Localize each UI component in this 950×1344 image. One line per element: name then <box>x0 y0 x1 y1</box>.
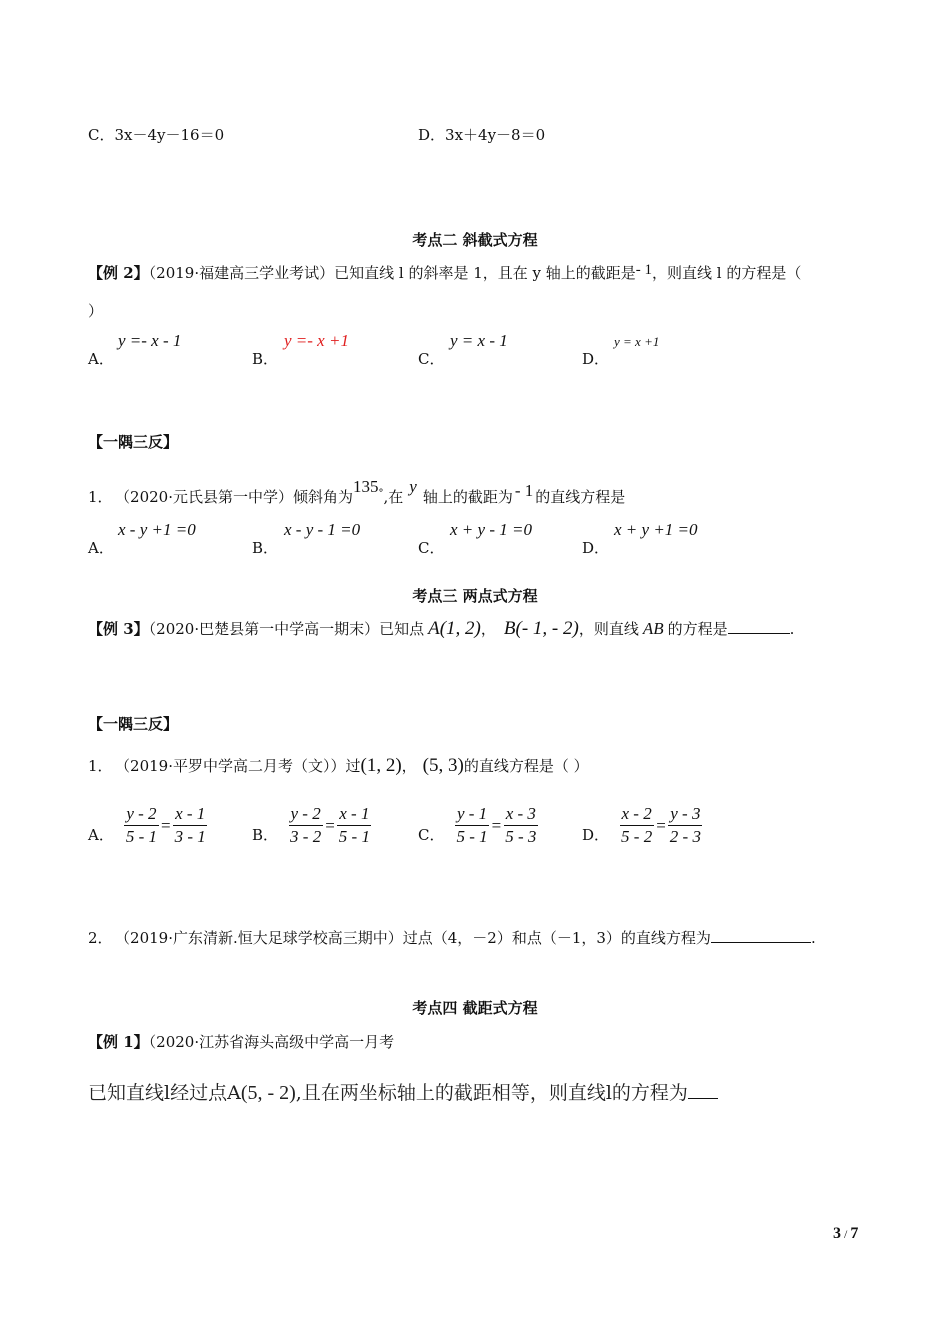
question-text: （2019·福建高三学业考试）已知直线 l 的斜率是 1，且在 y 轴上的截距是 <box>148 264 636 282</box>
fraction-left <box>454 803 489 848</box>
question-text: （2020·江苏省海头高级中学高一月考 <box>148 1033 395 1051</box>
option-a-expr: x - y +1 =0 <box>118 520 196 539</box>
separator: ， <box>401 757 417 775</box>
example-tag: 【例 2】 <box>88 264 149 282</box>
practice-3-question-1 <box>88 755 589 777</box>
practice-2-question-1 <box>88 477 625 507</box>
option-a-label: A． <box>88 539 114 557</box>
body-text: 已知直线l经过点A <box>88 1082 241 1104</box>
point-a: A(1, 2) <box>428 618 481 639</box>
practice-heading-2: 【一隅三反】 <box>88 433 179 451</box>
point-2: (5, 3) <box>422 755 464 776</box>
point-1: (1, 2) <box>360 755 402 776</box>
question-text: （2019·广东清新.恒大足球学校高三期中）过点（4，－2）和点（－1，3）的直线方程为 <box>122 929 711 947</box>
question-text-2: ，则直线 <box>578 620 639 638</box>
section-heading-3: 考点三 两点式方程 <box>412 587 538 605</box>
fraction-left <box>288 803 323 848</box>
option-label: A． <box>88 826 114 844</box>
intercept-value: - 1 <box>635 262 653 278</box>
option-d-label: D． <box>582 350 610 368</box>
numerator: x - 3 <box>504 803 538 826</box>
equals-sign: = <box>161 815 171 835</box>
option-label: C． <box>418 826 445 844</box>
question-text-2: ,在 <box>383 488 404 506</box>
question-text: （2019·平罗中学高二月考（文））过 <box>122 757 361 775</box>
numerator: x - 2 <box>620 803 654 826</box>
question-text-2: ，则直线 l 的方程是（ <box>652 264 802 282</box>
fraction-right <box>503 803 538 848</box>
point-a: (5, - 2) <box>240 1082 296 1104</box>
option-c <box>418 803 538 848</box>
question-text: （2020·元氏县第一中学）倾斜角为 <box>122 488 353 506</box>
example-tag: 【例 1】 <box>88 1033 149 1051</box>
example-tag: 【例 3】 <box>88 620 149 638</box>
answer-blank <box>728 619 790 634</box>
option-c-label: C． <box>418 539 445 557</box>
option-c-expr: y = x - 1 <box>450 331 508 350</box>
section-heading-4: 考点四 截距式方程 <box>412 999 538 1017</box>
question-number: 2． <box>88 929 113 947</box>
section-heading-2: 考点二 斜截式方程 <box>412 231 538 249</box>
question-text-3: 的方程是 <box>667 620 728 638</box>
option-d-expr: x + y +1 =0 <box>614 520 698 539</box>
option-a <box>88 803 208 848</box>
body-text-2: ,且在两坐标轴上的截距相等，则直线l的方程为 <box>295 1082 688 1104</box>
example-1-body <box>88 1078 718 1105</box>
fraction-right <box>337 803 372 848</box>
question-text-3: 轴上的截距为 <box>422 488 513 506</box>
denominator: 5 - 1 <box>125 827 158 846</box>
answer-blank <box>711 928 811 943</box>
page-number: 3 / 7 <box>833 1225 859 1242</box>
numerator: y - 3 <box>668 803 702 826</box>
example-2-close-paren: ） <box>88 302 104 320</box>
fraction-right <box>668 803 703 848</box>
numerator: x - 1 <box>337 803 371 826</box>
fraction-left <box>124 803 159 848</box>
point-b: B(- 1, - 2) <box>503 618 579 639</box>
equals-sign: = <box>656 815 666 835</box>
question-text-4: 的直线方程是 <box>535 488 626 506</box>
option-d <box>582 803 703 848</box>
numerator: y - 2 <box>289 803 323 826</box>
question-text-2: 的直线方程是（ ） <box>463 757 589 775</box>
equals-sign: = <box>491 815 502 835</box>
numerator: x - 1 <box>173 803 207 826</box>
example-3-question <box>88 618 794 640</box>
option-a-expr: y =- x - 1 <box>118 331 182 350</box>
intercept-value: - 1 <box>514 481 534 500</box>
option-a-label: A． <box>88 350 114 368</box>
option-c-expr: x + y - 1 =0 <box>450 520 532 539</box>
option-c-prev: C．3x－4y－16＝0 <box>88 126 225 144</box>
degree-sign: ° <box>378 488 384 499</box>
option-b <box>252 803 372 848</box>
denominator: 3 - 1 <box>174 827 206 846</box>
equals-sign: = <box>325 815 335 835</box>
option-b-expr: y =- x +1 <box>284 331 349 350</box>
end-mark: . <box>810 929 816 947</box>
example-1-header <box>88 1031 394 1052</box>
denominator: 5 - 1 <box>338 827 370 846</box>
end-mark: . <box>789 620 795 638</box>
numerator: y - 1 <box>455 803 489 826</box>
practice-3-question-2 <box>88 927 816 948</box>
angle-value: 135 <box>353 477 379 496</box>
total-pages: 7 <box>850 1225 859 1242</box>
option-c-label: C． <box>418 350 445 368</box>
option-d-expr: y = x +1 <box>614 334 660 349</box>
axis-label: y <box>409 477 417 496</box>
option-d-prev: D．3x＋4y－8＝0 <box>418 126 546 144</box>
option-label: B． <box>252 826 279 844</box>
fraction-left <box>619 803 654 848</box>
denominator: 2 - 3 <box>669 827 701 846</box>
practice-heading-3: 【一隅三反】 <box>88 715 179 733</box>
numerator: y - 2 <box>124 803 158 826</box>
line-name: AB <box>642 619 664 638</box>
option-b-label: B． <box>252 350 279 368</box>
option-label: D． <box>582 826 610 844</box>
fraction-right <box>173 803 208 848</box>
option-d-label: D． <box>582 539 610 557</box>
denominator: 5 - 1 <box>456 827 488 846</box>
question-text: （2020·巴楚县第一中学高一期末）已知点 <box>148 620 425 638</box>
denominator: 5 - 2 <box>621 827 653 846</box>
denominator: 3 - 2 <box>290 827 322 846</box>
current-page: 3 <box>833 1225 841 1242</box>
option-b-expr: x - y - 1 =0 <box>284 520 361 539</box>
example-2-question <box>88 262 801 283</box>
question-number: 1． <box>88 757 113 775</box>
denominator: 5 - 3 <box>505 827 537 846</box>
question-number: 1． <box>88 488 113 506</box>
option-b-label: B． <box>252 539 279 557</box>
answer-blank <box>688 1078 718 1099</box>
separator: ， <box>480 620 496 638</box>
